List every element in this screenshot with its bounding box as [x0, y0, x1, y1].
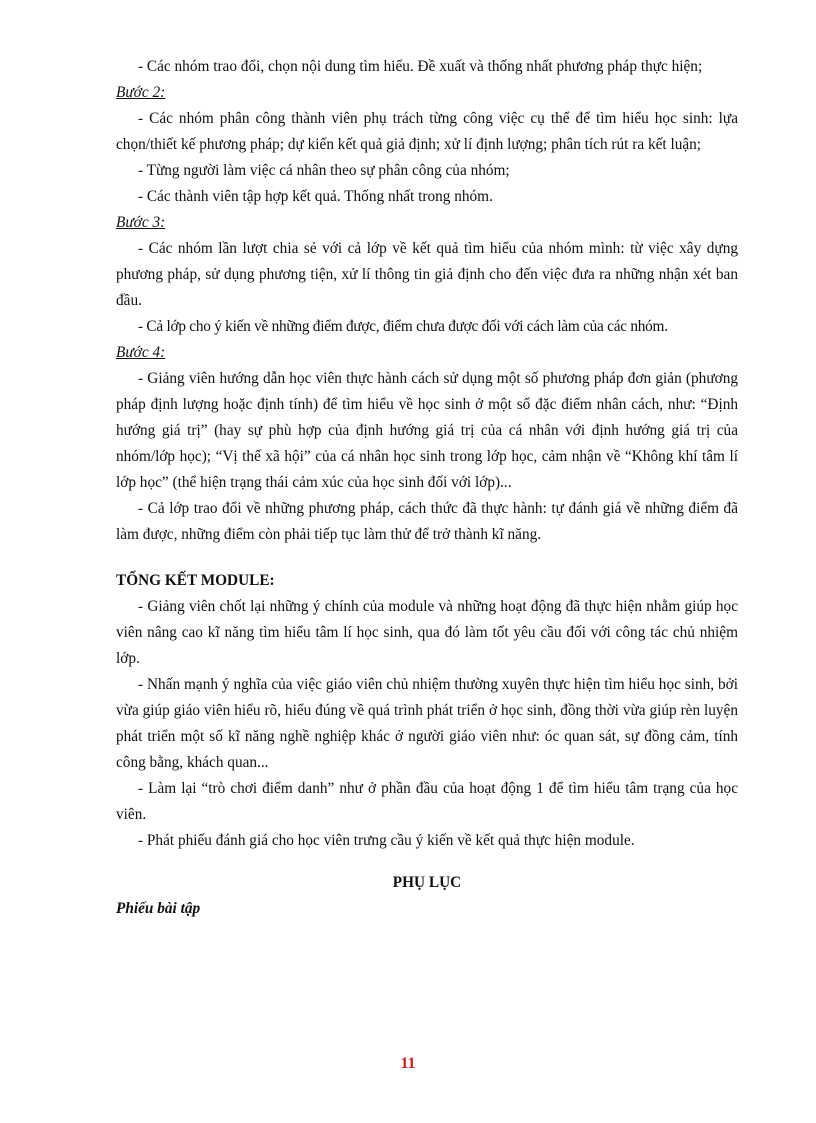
paragraph: - Các nhóm phân công thành viên phụ trách từng công việc cụ thể để tìm hiểu học sinh: lựa chọn/thiết kế phương pháp; dự kiến kết quả giả định; xử lí định lượng; phân tích rút ra kết luận;	[116, 110, 738, 153]
step-heading: Bước 2:	[116, 84, 166, 101]
paragraph: - Làm lại “trò chơi điểm danh” như ở phần đầu của hoạt động 1 để tìm hiểu tâm trạng của học viên.	[116, 780, 738, 823]
appendix-title: PHỤ LỤC	[392, 874, 462, 891]
step-heading: Bước 3:	[116, 214, 166, 231]
paragraph: - Giảng viên hướng dẫn học viên thực hành cách sử dụng một số phương pháp đơn giản (phương pháp định lượng hoặc định tính) để tìm hiểu về học sinh ở một số đặc điểm nhân cách, như: “Định hướng giá trị” (hay sự phù hợp của định hướng giá trị của cá nhân với định hướng giá trị của nhóm/lớp học); “Vị thế xã hội” của cá nhân học sinh trong lớp học, cảm nhận về “Không khí tâm lí lớp học” (thể hiện trạng thái cảm xúc của học sinh đối với lớp)...	[116, 370, 738, 491]
paragraph: - Phát phiếu đánh giá cho học viên trưng cầu ý kiến về kết quả thực hiện module.	[138, 832, 635, 849]
paragraph: - Từng người làm việc cá nhân theo sự phân công của nhóm;	[138, 162, 510, 179]
page-number: 11	[400, 1055, 416, 1072]
paragraph: - Các nhóm lần lượt chia sẻ với cả lớp về kết quả tìm hiểu của nhóm mình: từ việc xây dựng phương pháp, sử dụng phương tiện, xử lí thông tin giả định cho đến việc đưa ra những nhận xét ban đầu.	[116, 240, 738, 309]
paragraph: - Cả lớp cho ý kiến về những điểm được, điểm chưa được đối với cách làm của các nhóm.	[138, 318, 668, 335]
paragraph: - Các nhóm trao đổi, chọn nội dung tìm hiểu. Đề xuất và thống nhất phương pháp thực hiện;	[138, 58, 703, 75]
paragraph: - Nhấn mạnh ý nghĩa của việc giáo viên chủ nhiệm thường xuyên thực hiện tìm hiểu học sinh, bởi vừa giúp giáo viên hiểu rõ, hiểu đúng về quá trình phát triển ở học sinh, đồng thời vừa giúp rèn luyện phát triển một số kĩ năng nghề nghiệp khác ở người giáo viên như: óc quan sát, sự đồng cảm, tính công bằng, khách quan...	[116, 676, 738, 771]
worksheet-heading: Phiếu bài tập	[116, 900, 201, 917]
section-title: TỔNG KẾT MODULE:	[116, 572, 275, 589]
step-heading: Bước 4:	[116, 344, 166, 361]
paragraph: - Cả lớp trao đổi về những phương pháp, cách thức đã thực hành: tự đánh giá về những điểm đã làm được, những điểm còn phải tiếp tục làm thử để trở thành kĩ năng.	[116, 500, 738, 543]
document-body	[116, 54, 738, 922]
paragraph: - Giảng viên chốt lại những ý chính của module và những hoạt động đã thực hiện nhằm giúp học viên nâng cao kĩ năng tìm hiểu tâm lí học sinh, qua đó làm tốt yêu cầu đối với công tác chủ nhiệm lớp.	[116, 598, 738, 667]
paragraph: - Các thành viên tập hợp kết quả. Thống nhất trong nhóm.	[138, 188, 493, 205]
